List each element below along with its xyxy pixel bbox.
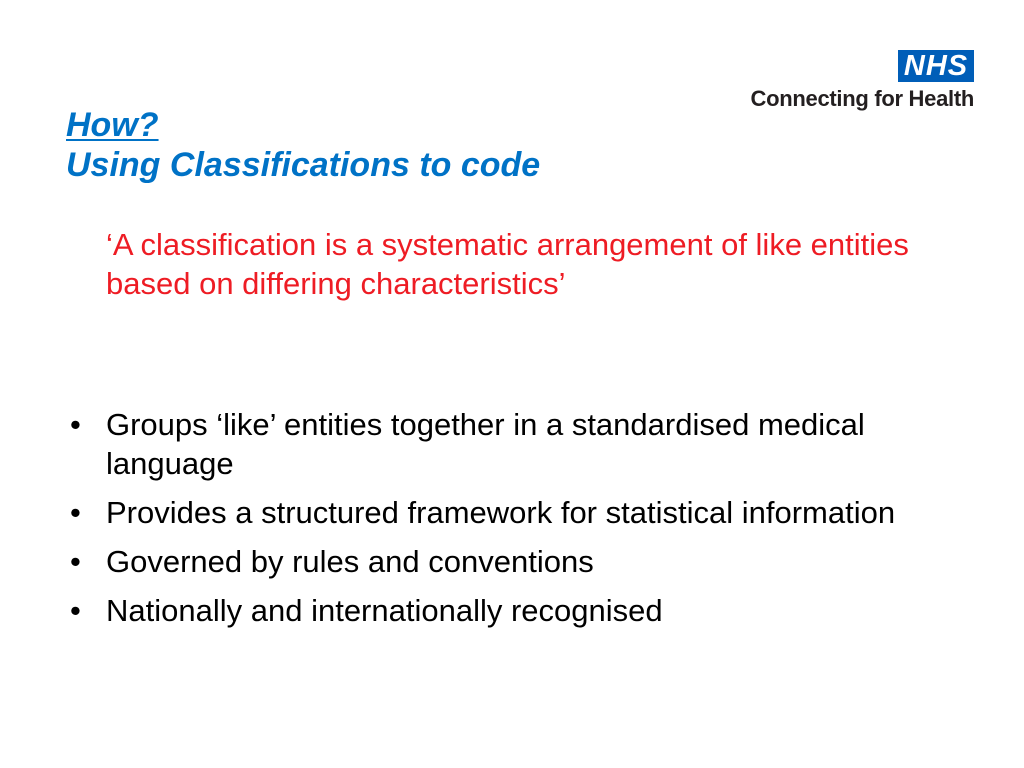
bullet-item xyxy=(66,591,966,630)
bullet-icon: • xyxy=(70,593,81,628)
nhs-badge: NHS xyxy=(898,50,974,82)
title-link-how[interactable]: How? xyxy=(66,106,159,144)
bullet-text: Nationally and internationally recognised xyxy=(106,593,663,628)
bullet-text: Provides a structured framework for statistical information xyxy=(106,495,896,530)
bullet-text: Groups ‘like’ entities together in a standardised medical language xyxy=(106,407,865,481)
nhs-logo xyxy=(699,50,974,116)
definition-quote: ‘A classification is a systematic arrangement of like entities based on differing characteristics’ xyxy=(106,227,909,301)
title-subheading: Using Classifications to code xyxy=(66,146,541,184)
slide-title xyxy=(66,105,540,185)
bullet-icon: • xyxy=(70,495,81,530)
bullet-item xyxy=(66,493,966,532)
bullet-icon: • xyxy=(70,407,81,442)
bullet-item xyxy=(66,405,966,483)
logo-tagline: Connecting for Health xyxy=(750,86,974,111)
bullet-list xyxy=(66,405,966,640)
bullet-text: Governed by rules and conventions xyxy=(106,544,594,579)
bullet-item xyxy=(66,542,966,581)
bullet-icon: • xyxy=(70,544,81,579)
